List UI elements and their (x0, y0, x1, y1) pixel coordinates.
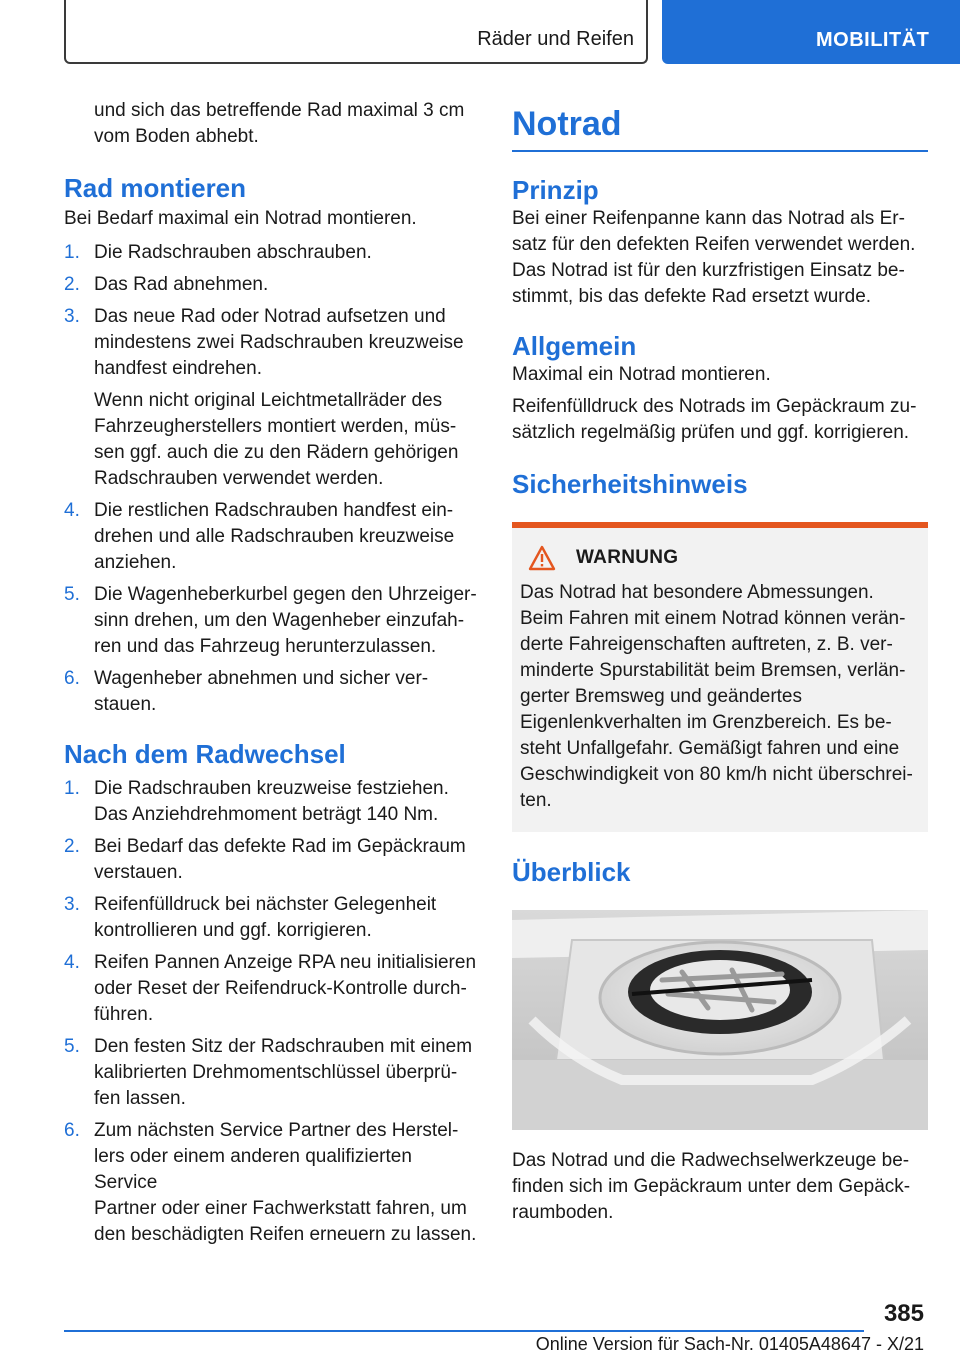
warning-header (520, 542, 920, 574)
step-number: 4. (64, 500, 80, 521)
text-line: Das Notrad und die Radwechselwerkzeuge be- (512, 1150, 910, 1171)
text-line: Das Notrad ist für den kurzfristigen Einsatz be- (512, 260, 905, 281)
text-line: Reifenfülldruck des Notrads im Gepäckraum zu- (512, 396, 917, 417)
header-section-tab (64, 0, 648, 64)
text-line: raumboden. (512, 1202, 614, 1223)
chapter-title: MOBILITÄT (816, 29, 930, 51)
text-line: ren und das Fahrzeug herunterzulassen. (94, 636, 437, 657)
right-column (512, 102, 928, 1226)
step-number: 6. (64, 668, 80, 689)
text-line: fen lassen. (94, 1088, 186, 1109)
text-line: Reifen Pannen Anzeige RPA neu initialisieren (94, 952, 477, 973)
text-line: Partner oder einer Fachwerkstatt fahren, um (94, 1198, 467, 1219)
text-line: handfest eindrehen. (94, 358, 262, 379)
list-item (64, 1034, 480, 1112)
heading-rule (512, 150, 928, 152)
rad-montieren-lead: Bei Bedarf maximal ein Notrad montieren. (64, 208, 417, 229)
heading-ueberblick: Überblick (512, 857, 631, 887)
step-note (94, 388, 480, 492)
text-line: Radschrauben verwendet werden. (94, 468, 384, 489)
list-item (64, 950, 480, 1028)
text-line: vom Boden abhebt. (94, 126, 259, 147)
step-number: 3. (64, 306, 80, 327)
text-line: sinn drehen, um den Wagenheber einzufah- (94, 610, 465, 631)
step-number: 4. (64, 952, 80, 973)
spare-wheel-photo (512, 910, 928, 1130)
text-line: stimmt, bis das defekte Rad ersetzt wurde. (512, 286, 872, 307)
text-line: Die Radschrauben kreuzweise festziehen. (94, 778, 449, 799)
list-item (64, 498, 480, 576)
list-item (64, 666, 480, 718)
text-line: Die Radschrauben abschrauben. (94, 242, 372, 263)
allgemein-paragraph-1: Maximal ein Notrad montieren. (512, 364, 771, 385)
list-item (64, 240, 480, 266)
text-line: gerter Bremsweg und geändertes (520, 686, 802, 707)
text-line: führen. (94, 1004, 154, 1025)
text-line: Das Rad abnehmen. (94, 274, 269, 295)
text-line: Fahrzeugherstellers montiert werden, müs- (94, 416, 457, 437)
step-number: 5. (64, 584, 80, 605)
text-line: sen ggf. auch die zu den Rädern gehörigen (94, 442, 459, 463)
heading-prinzip: Prinzip (512, 175, 599, 205)
list-item (64, 834, 480, 886)
text-line: oder Reset der Reifendruck-Kontrolle durch- (94, 978, 467, 999)
section-title: Räder und Reifen (477, 28, 634, 50)
text-line: anziehen. (94, 552, 177, 573)
step-number: 2. (64, 836, 80, 857)
list-item (64, 892, 480, 944)
text-line: Das Anziehdrehmoment beträgt 140 Nm. (94, 804, 439, 825)
text-line: derte Fahreigenschaften auftreten, z. B. ver- (520, 634, 893, 655)
page-number: 385 (883, 1300, 924, 1327)
text-line: Geschwindigkeit von 80 km/h nicht überschrei- (520, 764, 913, 785)
text-line: Wagenheber abnehmen und sicher ver- (94, 668, 429, 689)
text-line: Die Wagenheberkurbel gegen den Uhrzeiger- (94, 584, 477, 605)
left-column (64, 98, 480, 1254)
text-line: Das Notrad hat besondere Abmessungen. (520, 582, 874, 603)
footer-version-text: Online Version für Sach-Nr. 01405A48647 - X/21 (535, 1334, 924, 1354)
heading-sicherheitshinweis: Sicherheitshinweis (512, 469, 748, 499)
text-line: Reifenfülldruck bei nächster Gelegenheit (94, 894, 437, 915)
heading-nach-dem-radwechsel: Nach dem Radwechsel (64, 739, 346, 769)
heading-rad-montieren: Rad montieren (64, 173, 247, 203)
text-line: ten. (520, 790, 552, 811)
warning-box (512, 522, 928, 832)
step-number: 2. (64, 274, 80, 295)
text-line: stauen. (94, 694, 157, 715)
step-number: 1. (64, 778, 80, 799)
step-number: 5. (64, 1036, 80, 1057)
text-line: mindestens zwei Radschrauben kreuzweise (94, 332, 464, 353)
text-line: satz für den defekten Reifen verwendet werden. (512, 234, 916, 255)
nach-dem-radwechsel-steps (64, 776, 480, 1248)
text-line: verstauen. (94, 862, 183, 883)
text-line: steht Unfallgefahr. Gemäßigt fahren und eine (520, 738, 900, 759)
text-line: Das neue Rad oder Notrad aufsetzen und (94, 306, 446, 327)
warning-text (520, 580, 920, 814)
text-line: finden sich im Gepäckraum unter dem Gepäck- (512, 1176, 911, 1197)
text-line: Bei einer Reifenpanne kann das Notrad als Er- (512, 208, 905, 229)
list-item (64, 776, 480, 828)
heading-notrad: Notrad (512, 105, 622, 143)
heading-allgemein: Allgemein (512, 331, 637, 361)
list-item (64, 304, 480, 492)
text-line: drehen und alle Radschrauben kreuzweise (94, 526, 455, 547)
warning-triangle-icon (528, 545, 556, 571)
photo-caption (512, 1148, 928, 1226)
step-number: 6. (64, 1120, 80, 1141)
text-line: minderte Spurstabilität beim Bremsen, verlän- (520, 660, 906, 681)
text-line: den beschädigten Reifen erneuern zu lassen. (94, 1224, 477, 1245)
text-line: lers oder einem anderen qualifizierten Service (94, 1146, 412, 1193)
text-line: Zum nächsten Service Partner des Herstel- (94, 1120, 459, 1141)
text-line: und sich das betreffende Rad maximal 3 cm (94, 100, 465, 121)
text-line: Den festen Sitz der Radschrauben mit einem (94, 1036, 473, 1057)
text-line: kalibrierten Drehmomentschlüssel überprü- (94, 1062, 458, 1083)
header-chapter-tab (662, 0, 960, 64)
text-line: sätzlich regelmäßig prüfen und ggf. korrigieren. (512, 422, 910, 443)
text-line: Wenn nicht original Leichtmetallräder des (94, 390, 443, 411)
text-line: Die restlichen Radschrauben handfest ein- (94, 500, 454, 521)
text-line: Beim Fahren mit einem Notrad können verän- (520, 608, 906, 629)
allgemein-paragraph-2 (512, 394, 928, 446)
step-number: 3. (64, 894, 80, 915)
footer-rule (64, 1330, 864, 1332)
intro-paragraph (64, 98, 480, 150)
warning-label: WARNUNG (576, 547, 679, 568)
text-line: Bei Bedarf das defekte Rad im Gepäckraum (94, 836, 466, 857)
step-number: 1. (64, 242, 80, 263)
list-item (64, 272, 480, 298)
text-line: Eigenlenkverhalten im Grenzbereich. Es be- (520, 712, 892, 733)
list-item (64, 1118, 480, 1248)
text-line: kontrollieren und ggf. korrigieren. (94, 920, 372, 941)
list-item (64, 582, 480, 660)
rad-montieren-steps (64, 240, 480, 718)
prinzip-paragraph (512, 206, 928, 310)
